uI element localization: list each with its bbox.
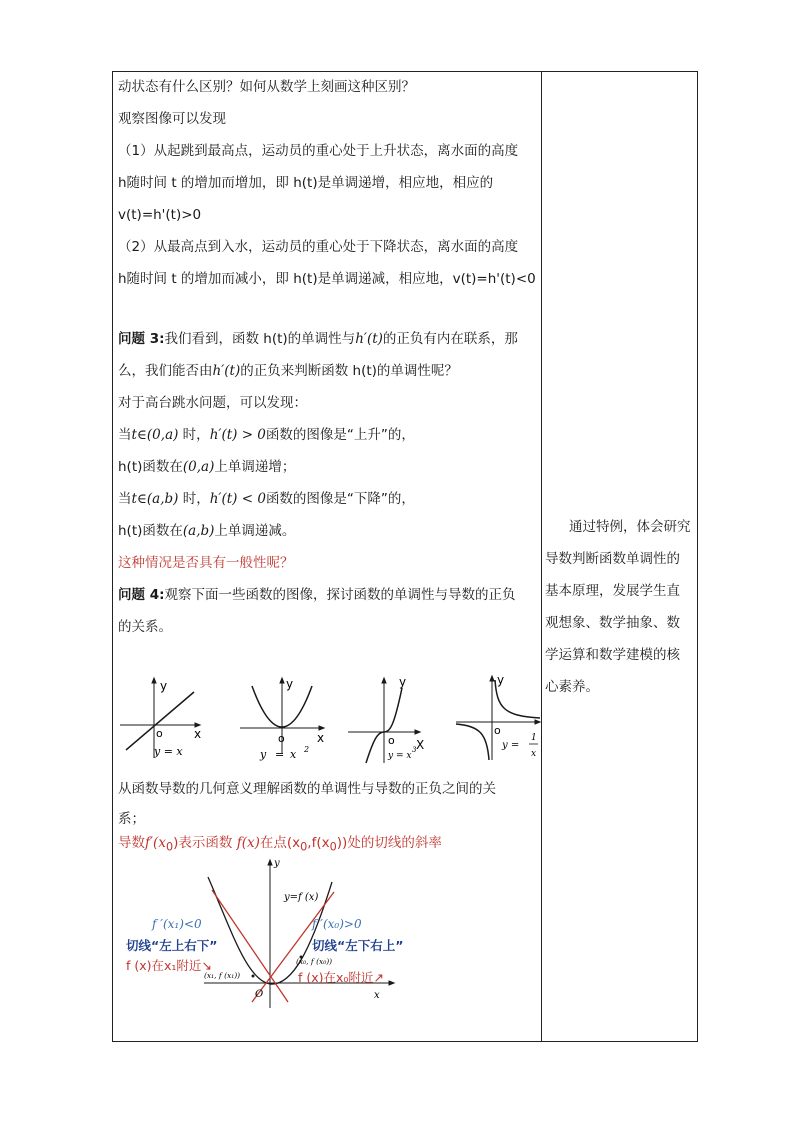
axis-x-label: x bbox=[374, 990, 380, 1001]
graph-reciprocal bbox=[456, 676, 540, 760]
text-line: 当t∈(0,a) 时，h′(t) > 0函数的图像是“上升”的， bbox=[118, 427, 415, 443]
question-4: 问题 4:观察下面一些函数的图像，探讨函数的单调性与导数的正负 bbox=[118, 587, 516, 603]
graph-caption: y = x3 bbox=[388, 746, 417, 761]
curve-label: y=f (x) bbox=[284, 892, 319, 903]
graph-origin: o bbox=[494, 724, 501, 737]
text-line: 系； bbox=[118, 811, 145, 827]
graph-origin: o bbox=[156, 727, 163, 740]
intent-line: 通过特例，体会研究 bbox=[569, 519, 691, 535]
text-line: 的关系。 bbox=[118, 619, 172, 635]
text-line: 从函数导数的几何意义理解函数的单调性与导数的正负之间的关 bbox=[118, 781, 496, 797]
function-graphs bbox=[112, 668, 542, 768]
text-line: v(t)=h'(t)>0 bbox=[118, 207, 202, 223]
text-line: h随时间 t 的增加而增加，即 h(t)是单调递增，相应地，相应的 bbox=[118, 175, 494, 191]
text-line: （2）从最高点到入水，运动员的重心处于下降状态，离水面的高度 bbox=[118, 239, 519, 255]
question-label: 问题 4: bbox=[118, 587, 165, 603]
design-intent bbox=[545, 511, 695, 703]
question-3: 问题 3:我们看到，函数 h(t)的单调性与h′(t)的正负有内在联系，那 bbox=[118, 331, 518, 347]
column-divider bbox=[541, 71, 542, 1042]
left-derivative: f ′(x₁)<0 bbox=[152, 917, 202, 931]
left-point: (x₁, f (x₁)) bbox=[204, 971, 241, 980]
graph-x-label: x bbox=[194, 727, 202, 741]
fraction-denominator: x bbox=[531, 749, 537, 759]
intent-line: 导数判断函数单调性的 bbox=[545, 551, 680, 567]
text-line: 当t∈(a,b) 时，h′(t) < 0函数的图像是“下降”的， bbox=[118, 491, 415, 507]
question-label: 问题 3: bbox=[118, 331, 165, 347]
left-near: f (x)在x₁附近↘ bbox=[126, 958, 212, 973]
graph-caption: y = x bbox=[154, 745, 183, 758]
intent-line: 基本原理，发展学生直 bbox=[545, 583, 680, 599]
right-derivative: f ′(x₀)>0 bbox=[312, 917, 362, 931]
text-line: h(t)函数在(0,a)上单调递增； bbox=[118, 459, 296, 475]
text-line: h(t)函数在(a,b)上单调递减。 bbox=[118, 523, 296, 539]
tangent-figure bbox=[112, 852, 442, 1012]
graph-x-label: X bbox=[416, 738, 425, 752]
derivative-definition: 导数$f'(x_0)$表示函数 f(x)在点$(x_0,f(x_0))$处的切线的斜率 bbox=[118, 835, 442, 854]
origin-label: O bbox=[255, 989, 264, 1000]
graph-caption: y = bbox=[502, 740, 520, 751]
left-tangent-desc: 切线“左上右下” bbox=[126, 938, 218, 953]
text-line: 动状态有什么区别？如何从数学上刻画这种区别？ bbox=[118, 79, 415, 95]
axis-y-label: y bbox=[274, 858, 280, 869]
right-near: f (x)在x₀附近↗ bbox=[298, 970, 384, 985]
graph-x-label: x bbox=[317, 731, 325, 745]
intent-line: 学运算和数学建模的核 bbox=[545, 647, 680, 663]
highlight-question: 这种情况是否具有一般性呢？ bbox=[118, 555, 294, 571]
text-line: 对于高台跳水问题，可以发现： bbox=[118, 395, 307, 411]
graph-origin: o bbox=[278, 732, 285, 745]
graph-caption: y = x 2 bbox=[260, 745, 310, 761]
text-line: 么，我们能否由h′(t)的正负来判断函数 h(t)的单调性呢？ bbox=[118, 363, 458, 379]
text-line: （1）从起跳到最高点，运动员的重心处于上升状态，离水面的高度 bbox=[118, 143, 519, 159]
text-line: 观察图像可以发现 bbox=[118, 111, 226, 127]
graph-y-label: y bbox=[497, 673, 505, 687]
right-tangent-desc: 切线“左下右上” bbox=[312, 938, 404, 953]
intent-line: 观想象、数学抽象、数 bbox=[545, 615, 680, 631]
fraction-numerator: 1 bbox=[531, 733, 537, 743]
graph-y-label: y bbox=[399, 675, 407, 689]
text-line: h随时间 t 的增加而减小，即 h(t)是单调递减，相应地，v(t)=h'(t)<0 bbox=[118, 271, 536, 287]
intent-line: 心素养。 bbox=[545, 679, 599, 695]
graph-origin: o bbox=[388, 734, 395, 747]
right-point: (x₀, f (x₀)) bbox=[296, 957, 333, 966]
tangent-left bbox=[212, 890, 288, 1002]
graph-y-label: y bbox=[286, 677, 294, 691]
graph-y-label: y bbox=[160, 679, 168, 693]
